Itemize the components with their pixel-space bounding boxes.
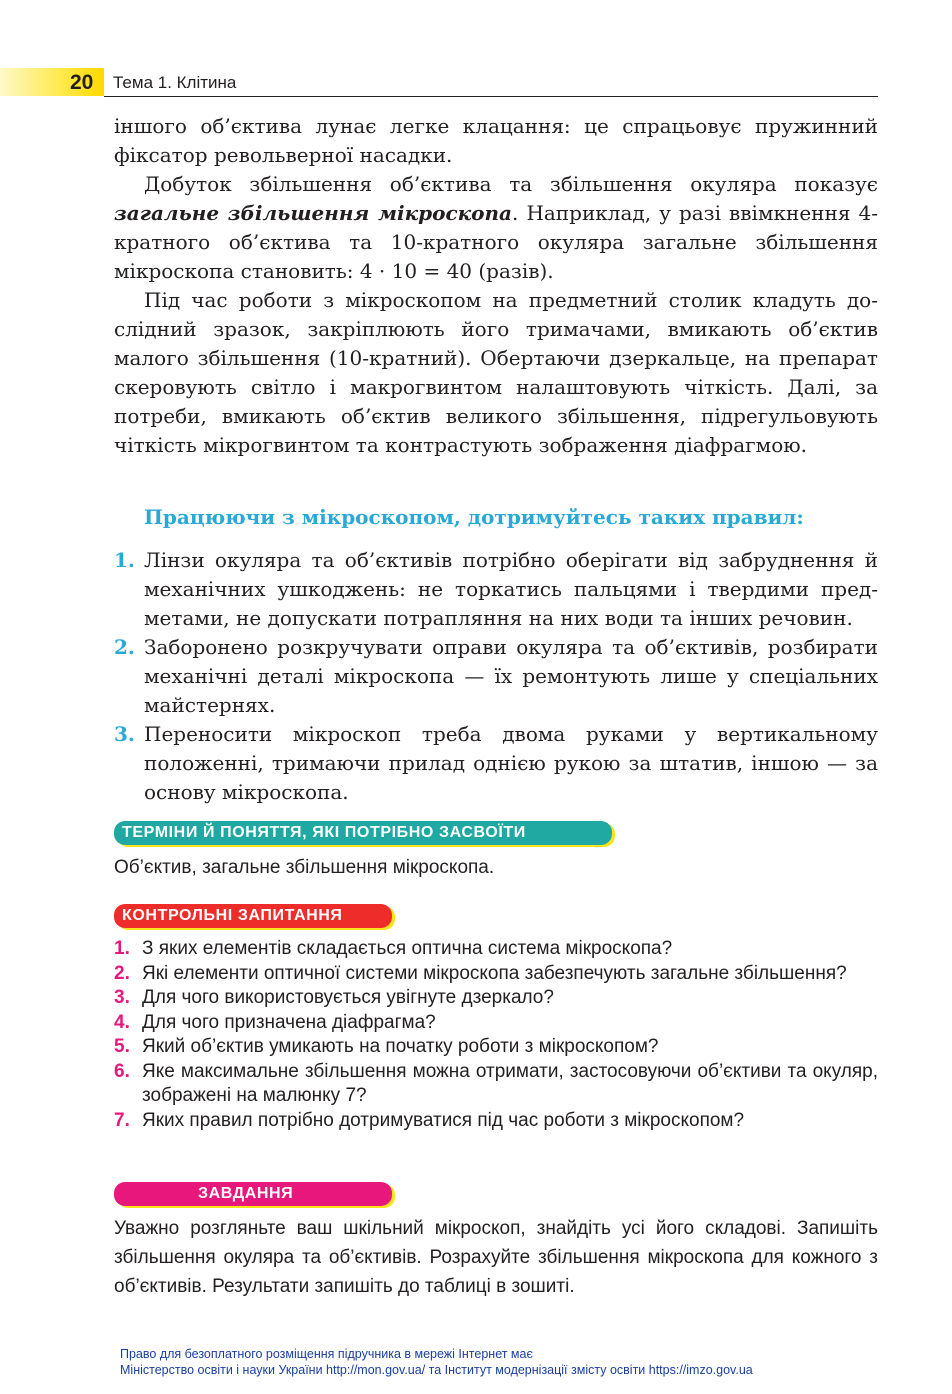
question-item-5 bbox=[114, 1035, 878, 1060]
paragraph-3: Під час роботи з мікроскопом на предметний столик кладуть дослідний зразок, закріплюють його тримачами, вмикають об’єктив малого збільшення (10-кратний). Обертаючи дзеркальце, на препарат скеровують світло і макрогвинтом налаштовують чіткість. Далі, за потреби, вмикають об’єктив великого збільшення, підрегульовують чіткість мікрогвинтом та контрастують зображення діафрагмою. bbox=[114, 288, 878, 457]
question-text: З яких елементів складається оптична система мікроскопа? bbox=[142, 938, 673, 959]
question-text: Які елементи оптичної системи мікроскопа забезпечують загальне збільшення? bbox=[142, 962, 847, 984]
rule-text: Лінзи окуляра та об’єктивів потрібно оберігати від забруднення й механічних ушкоджень: не торкатись пальцями і твердими предметами, не допускати потрапляння на них води та інших речовин. bbox=[144, 548, 878, 630]
rule-item-2 bbox=[114, 633, 878, 720]
task-heading-badge: ЗАВДАННЯ bbox=[114, 1182, 392, 1206]
rule-text: Заборонено розкручувати оправи окуляра та об’єктивів, розбирати механічні деталі мікроскопа — їх ремонтують лише у спеціальних майстернях. bbox=[144, 635, 878, 717]
questions-heading-badge: КОНТРОЛЬНІ ЗАПИТАННЯ bbox=[114, 904, 392, 928]
question-number: 4. bbox=[114, 1011, 130, 1033]
rule-number: 2. bbox=[114, 635, 135, 659]
paragraph-2-end: . Наприклад, у разі ввімкнення 4-кратного об’єктива та 10-кратного окуляра загальне збільшення мікроскопа становить: 4 · 10 = 40 (разів). bbox=[114, 201, 878, 283]
question-number: 2. bbox=[114, 962, 130, 984]
paragraph-2-start: Добуток збільшення об’єктива та збільшення окуляра показує bbox=[144, 172, 878, 196]
rule-text: Переносити мікроскоп треба двома руками у вертикальному положенні, тримаючи прилад однією рукою за штатив, іншою — за основу мікроскопа. bbox=[144, 722, 878, 804]
footer-line-1: Право для безоплатного розміщення підручника в мережі Інтернет має bbox=[120, 1347, 533, 1361]
question-item-3 bbox=[114, 986, 878, 1011]
question-text: Для чого призначена діафрагма? bbox=[142, 1011, 436, 1033]
rule-item-1 bbox=[114, 546, 878, 633]
question-text: Яке максимальне збільшення можна отримати, застосовуючи об’єктиви та окуляр, зображені на малюнку 7? bbox=[142, 1060, 878, 1106]
running-header-title: Тема 1. Клітина bbox=[113, 73, 237, 92]
paragraph-1: іншого об’єктива лунає легке клацання: це спрацьовує пружинний фіксатор револьверної насадки. bbox=[114, 114, 878, 167]
question-text: Яких правил потрібно дотримуватися під час роботи з мікроскопом? bbox=[142, 1109, 745, 1131]
body-text bbox=[114, 112, 878, 460]
rules-title: Працюючи з мікроскопом, дотримуйтесь таких правил: bbox=[144, 505, 804, 529]
keyword-total-magnification: загальне збільшення мікроскопа bbox=[114, 201, 513, 225]
page-number: 20 bbox=[70, 71, 94, 94]
question-text: Який об’єктив умикають на початку роботи з мікроскопом? bbox=[142, 1036, 659, 1057]
question-number: 5. bbox=[114, 1036, 130, 1057]
question-number: 6. bbox=[114, 1060, 130, 1082]
header-rule bbox=[104, 96, 878, 97]
rule-number: 3. bbox=[114, 722, 135, 746]
question-item-7 bbox=[114, 1109, 878, 1134]
terms-heading-badge: ТЕРМІНИ Й ПОНЯТТЯ, ЯКІ ПОТРІБНО ЗАСВОЇТИ bbox=[114, 821, 612, 845]
paragraph-2 bbox=[114, 170, 878, 286]
rules-list bbox=[114, 546, 878, 807]
question-item-4 bbox=[114, 1011, 878, 1036]
question-number: 1. bbox=[114, 938, 130, 959]
questions-list bbox=[114, 937, 878, 1133]
question-number: 3. bbox=[114, 987, 130, 1008]
question-number: 7. bbox=[114, 1109, 130, 1131]
question-item-6 bbox=[114, 1060, 878, 1109]
copyright-footer bbox=[120, 1346, 880, 1378]
footer-line-2: Міністерство освіти і науки України http://mon.gov.ua/ та Інститут модернізації змісту освіти https://imzo.gov.ua bbox=[120, 1363, 753, 1377]
rule-number: 1. bbox=[114, 548, 135, 572]
question-item-1 bbox=[114, 937, 878, 962]
question-text: Для чого використовується увігнуте дзеркало? bbox=[142, 987, 554, 1008]
terms-text: Об’єктив, загальне збільшення мікроскопа. bbox=[114, 857, 495, 878]
question-item-2 bbox=[114, 962, 878, 987]
rule-item-3 bbox=[114, 720, 878, 807]
task-text: Уважно розгляньте ваш шкільний мікроскоп, знайдіть усі його складові. Запишіть збільшення окуляра та об’єктивів. Розрахуйте збільшення мікроскопа для кожного з об’єктивів. Результати запишіть до таблиці в зошиті. bbox=[114, 1218, 878, 1297]
